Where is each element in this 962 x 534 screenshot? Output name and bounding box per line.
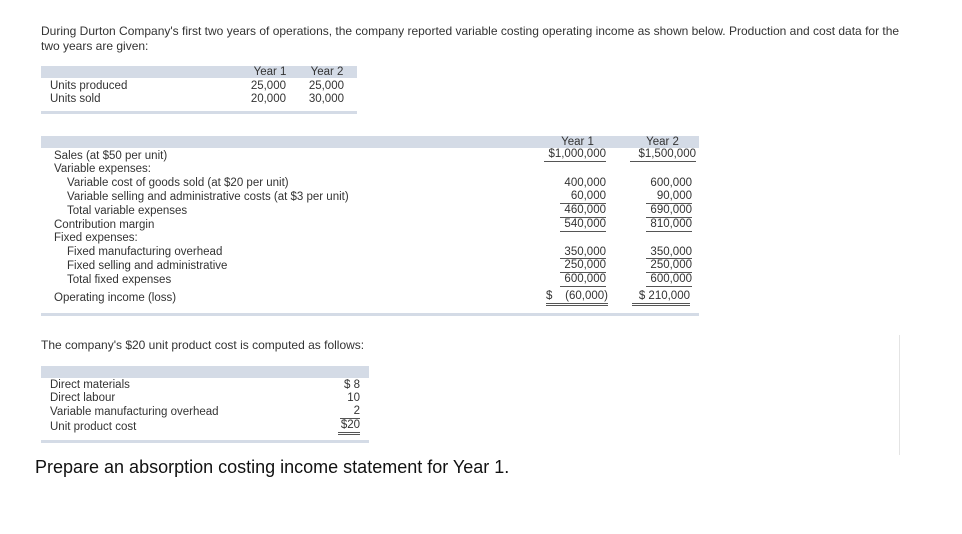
unit-cost-header-band	[41, 366, 369, 378]
operating-income-label: Operating income (loss)	[54, 292, 177, 304]
unit-cost-bottom-rule	[41, 440, 369, 443]
vsa-y1: 60,000	[560, 190, 606, 204]
fsa-y2: 250,000	[646, 258, 692, 273]
direct-labour-label: Direct labour	[50, 392, 116, 404]
variable-moh-label: Variable manufacturing overhead	[50, 406, 219, 418]
income-bottom-rule	[41, 313, 699, 316]
question-prompt: Prepare an absorption costing income statement for Year 1.	[35, 457, 510, 477]
fsa-label: Fixed selling and administrative	[67, 260, 228, 272]
vcogs-label: Variable cost of goods sold (at $20 per unit)	[67, 177, 289, 189]
sales-label: Sales (at $50 per unit)	[54, 150, 168, 162]
vcogs-y1: 400,000	[564, 177, 606, 189]
problem-intro: During Durton Company's first two years of operations, the company reported variable costing operating income as shown below. Production and cost data for the two years are given:	[41, 24, 900, 53]
units-table-bottom-rule	[41, 111, 357, 114]
sales-y2: $1,500,000	[630, 148, 696, 162]
total-variable-y1: 460,000	[560, 204, 606, 218]
operating-income-y1-dollar: $	[546, 290, 553, 302]
operating-income-y1	[546, 290, 608, 306]
direct-materials-label: Direct materials	[50, 379, 130, 391]
vsa-y2: 90,000	[646, 190, 692, 204]
units-produced-label: Units produced	[50, 80, 128, 92]
variable-moh-value: 2	[340, 405, 360, 419]
contribution-margin-y1: 540,000	[560, 218, 606, 232]
direct-labour-value: 10	[347, 392, 360, 404]
total-fixed-y1: 600,000	[560, 273, 606, 287]
unit-product-cost-label: Unit product cost	[50, 421, 137, 433]
total-fixed-y2: 600,000	[646, 273, 692, 287]
units-produced-y2: 25,000	[308, 80, 344, 92]
units-header-year2: Year 2	[310, 66, 344, 78]
units-sold-y2: 30,000	[308, 93, 344, 105]
operating-income-y1-value: (60,000)	[565, 290, 608, 302]
total-variable-label: Total variable expenses	[67, 205, 188, 217]
fsa-y1: 250,000	[560, 258, 606, 273]
vcogs-y2: 600,000	[650, 177, 692, 189]
total-variable-y2: 690,000	[646, 204, 692, 218]
fixed-expenses-heading: Fixed expenses:	[54, 232, 138, 244]
contribution-margin-label: Contribution margin	[54, 219, 155, 231]
units-sold-y1: 20,000	[250, 93, 286, 105]
unit-cost-note: The company's $20 unit product cost is computed as follows:	[41, 338, 365, 352]
units-sold-label: Units sold	[50, 93, 101, 105]
income-header-year2: Year 2	[646, 136, 679, 148]
fmoh-y2: 350,000	[650, 246, 692, 258]
total-fixed-label: Total fixed expenses	[67, 274, 172, 286]
operating-income-y2: $ 210,000	[632, 290, 690, 306]
contribution-margin-y2: 810,000	[646, 218, 692, 232]
variable-expenses-heading: Variable expenses:	[54, 163, 151, 175]
sales-y1: $1,000,000	[544, 148, 606, 162]
units-produced-y1: 25,000	[250, 80, 286, 92]
income-header-year1: Year 1	[561, 136, 594, 148]
direct-materials-value: $ 8	[344, 379, 360, 391]
fmoh-label: Fixed manufacturing overhead	[67, 246, 223, 258]
unit-product-cost-value: $20	[338, 419, 360, 435]
vsa-label: Variable selling and administrative costs (at $3 per unit)	[67, 191, 349, 203]
units-header-year1: Year 1	[253, 66, 287, 78]
fmoh-y1: 350,000	[564, 246, 606, 258]
page-edge-divider	[899, 335, 900, 455]
